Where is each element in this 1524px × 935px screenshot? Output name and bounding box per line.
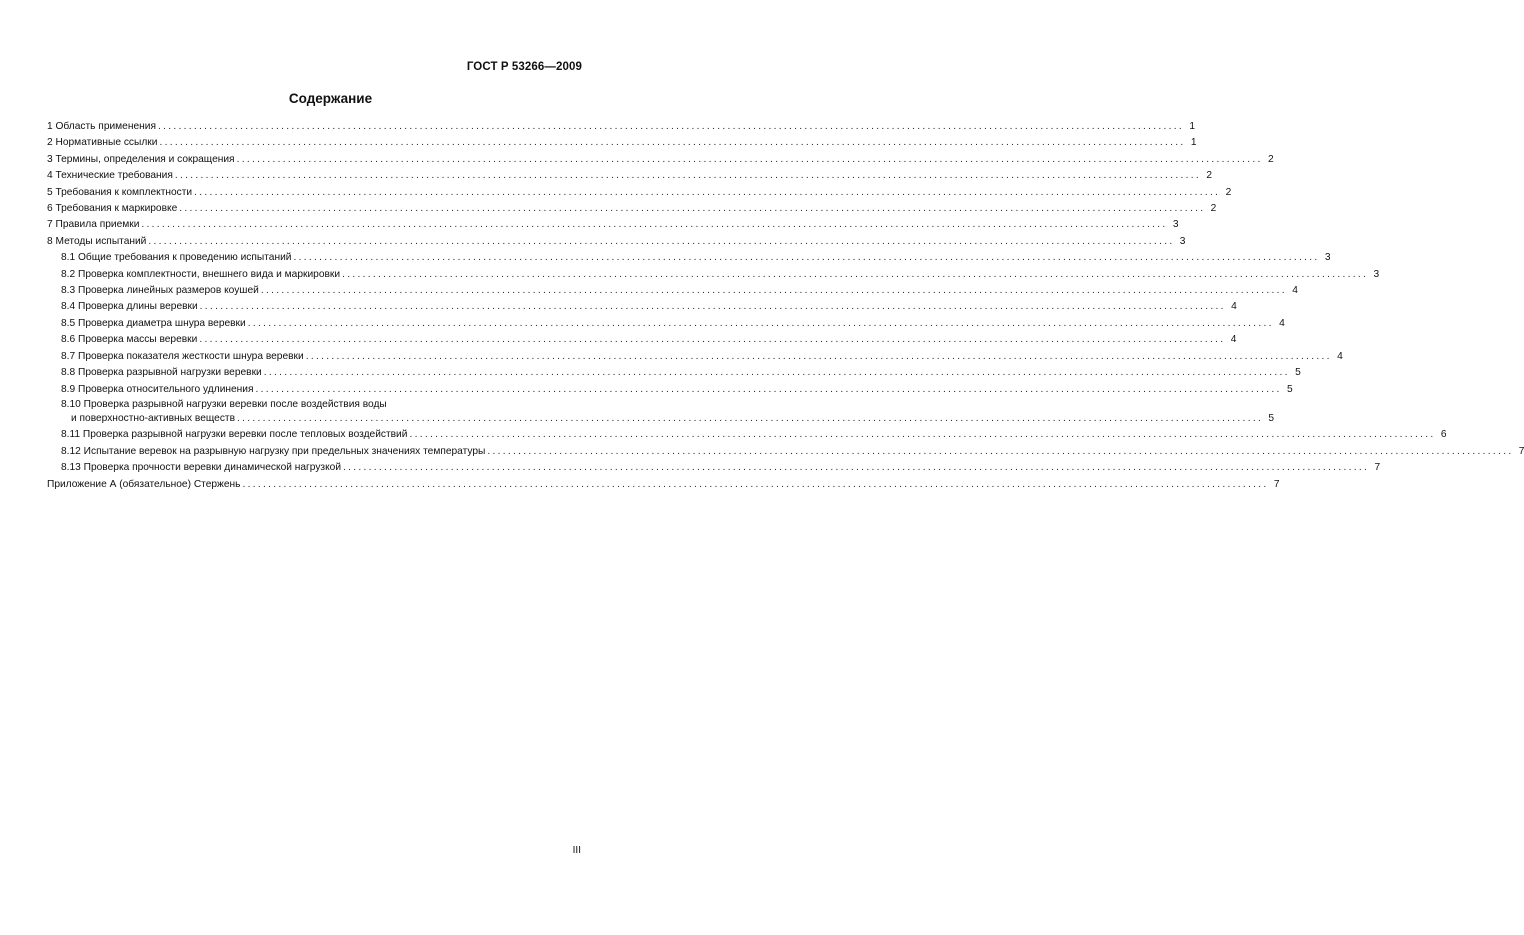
toc-subentry[interactable] <box>47 398 1275 427</box>
toc-entry-page: 3 <box>1324 252 1331 264</box>
toc-entry-page: 5 <box>1286 383 1293 395</box>
toc-entry-page: 4 <box>1292 285 1298 297</box>
toc-entry-page: 1 <box>1190 137 1197 149</box>
leader-dots: ........................................................................................................................................................................................................ <box>260 285 1287 297</box>
toc-entry-label: 8.7 Проверка показателя жесткости шнура веревки <box>61 350 304 362</box>
toc-entry-label: Приложение А (обязательное) Стержень <box>47 478 241 490</box>
toc-entry-page: 3 <box>1373 268 1380 280</box>
toc-subentry[interactable] <box>47 444 1524 460</box>
toc-entry[interactable] <box>47 185 1232 201</box>
table-of-contents <box>47 119 1524 493</box>
toc-entry-page: 5 <box>1268 412 1275 424</box>
leader-dots: ........................................................................................................................................................................................................ <box>148 235 1175 247</box>
toc-entry-page: 4 <box>1231 301 1237 313</box>
toc-entry-label: 8.12 Испытание веревок на разрывную нагрузку при предельных значениях температуры <box>61 445 486 457</box>
toc-entry-page: 2 <box>1210 203 1217 215</box>
toc-subentry[interactable] <box>47 427 1447 443</box>
toc-entry-page: 2 <box>1225 186 1232 198</box>
toc-entry[interactable] <box>47 152 1274 168</box>
toc-entry-label: 8.8 Проверка разрывной нагрузки веревки <box>61 367 262 379</box>
toc-entry-continuation <box>61 411 1275 427</box>
leader-dots: ........................................................................................................................................................................................................ <box>293 252 1320 264</box>
toc-entry-page: 7 <box>1273 478 1280 490</box>
leader-dots: ........................................................................................................................................................................................................ <box>157 121 1185 132</box>
toc-subentry[interactable] <box>47 316 1285 332</box>
toc-subentry[interactable] <box>47 382 1293 398</box>
toc-subentry[interactable] <box>47 299 1237 315</box>
toc-entry-label: 8.4 Проверка длины веревки <box>61 301 198 313</box>
toc-entry-page: 4 <box>1337 350 1343 362</box>
toc-entry-page: 5 <box>1295 367 1301 379</box>
toc-entry-page: 3 <box>1172 219 1179 231</box>
leader-dots: ........................................................................................................................................................................................................ <box>305 350 1332 362</box>
toc-entry-label: 8.13 Проверка прочности веревки динамической нагрузкой <box>61 462 342 474</box>
toc-entry-label: 5 Требования к комплектности <box>47 186 193 198</box>
leader-dots: ........................................................................................................................................................................................................ <box>159 137 1186 149</box>
toc-entry-label: 8.11 Проверка разрывной нагрузки веревки после тепловых воздействий <box>61 429 408 441</box>
leader-dots: ........................................................................................................................................................................................................ <box>236 153 1263 165</box>
toc-entry[interactable] <box>47 119 1196 135</box>
toc-entry-label: 4 Технические требования <box>47 170 173 182</box>
toc-entry[interactable] <box>47 201 1217 217</box>
toc-entry[interactable] <box>47 135 1197 151</box>
toc-entry-label: 8.5 Проверка диаметра шнура веревки <box>61 317 246 329</box>
toc-entry-page: 2 <box>1268 153 1274 165</box>
leader-dots: ........................................................................................................................................................................................................ <box>199 301 1226 313</box>
toc-entry-label: 8 Методы испытаний <box>47 235 147 247</box>
toc-entry-page: 7 <box>1374 462 1381 474</box>
leader-dots: ........................................................................................................................................................................................................ <box>247 317 1274 329</box>
toc-entry-label: 8.6 Проверка массы веревки <box>61 334 198 346</box>
leader-dots: ........................................................................................................................................................................................................ <box>263 367 1290 379</box>
toc-entry-label: 8.3 Проверка линейных размеров коушей <box>61 285 259 297</box>
toc-entry[interactable] <box>47 234 1186 250</box>
toc-subentry[interactable] <box>47 460 1381 476</box>
toc-entry-label: 8.2 Проверка комплектности, внешнего вида и маркировки <box>61 268 341 280</box>
toc-subentry[interactable] <box>47 267 1380 283</box>
leader-dots: ........................................................................................................................................................................................................ <box>487 445 1514 457</box>
leader-dots: ........................................................................................................................................................................................................ <box>179 203 1206 215</box>
toc-entry-page: 2 <box>1206 170 1212 182</box>
leader-dots: ........................................................................................................................................................................................................ <box>409 429 1436 441</box>
leader-dots: ........................................................................................................................................................................................................ <box>199 334 1226 346</box>
toc-subentry[interactable] <box>47 365 1301 381</box>
leader-dots: ........................................................................................................................................................................................................ <box>242 478 1269 490</box>
toc-entry[interactable] <box>47 477 1280 493</box>
leader-dots: ........................................................................................................................................................................................................ <box>237 412 1264 424</box>
toc-entry-page: 4 <box>1279 317 1285 329</box>
toc-entry-label: 8.10 Проверка разрывной нагрузки веревки после воздействия воды <box>61 398 387 410</box>
toc-entry-page: 6 <box>1440 429 1447 441</box>
toc-entry-label: 3 Термины, определения и сокращения <box>47 153 235 165</box>
leader-dots: ........................................................................................................................................................................................................ <box>342 268 1369 280</box>
document-code: ГОСТ Р 53266—2009 <box>466 61 582 73</box>
toc-entry-label: 7 Правила приемки <box>47 219 140 231</box>
page-title: Содержание <box>288 91 373 106</box>
leader-dots: ........................................................................................................................................................................................................ <box>255 383 1282 395</box>
toc-entry-label: 8.1 Общие требования к проведению испытаний <box>61 252 292 264</box>
toc-entry-page: 1 <box>1189 121 1196 132</box>
toc-entry-label: 1 Область применения <box>47 121 156 132</box>
toc-entry-label: 2 Нормативные ссылки <box>47 137 158 149</box>
toc-entry-label: 6 Требования к маркировке <box>47 203 178 215</box>
toc-entry-page: 3 <box>1179 235 1186 247</box>
leader-dots: ........................................................................................................................................................................................................ <box>194 186 1221 198</box>
toc-subentry[interactable] <box>47 349 1343 365</box>
toc-entry-label-cont: и поверхностно-активных веществ <box>71 412 235 424</box>
toc-entry[interactable] <box>47 217 1179 233</box>
toc-entry[interactable] <box>47 168 1212 184</box>
page-number: III <box>572 845 581 856</box>
toc-subentry[interactable] <box>47 332 1237 348</box>
leader-dots: ........................................................................................................................................................................................................ <box>174 170 1201 182</box>
leader-dots: ........................................................................................................................................................................................................ <box>141 219 1168 231</box>
toc-entry-page: 4 <box>1230 334 1237 346</box>
toc-entry-page: 7 <box>1518 445 1524 457</box>
toc-entry-label: 8.9 Проверка относительного удлинения <box>61 383 254 395</box>
leader-dots: ........................................................................................................................................................................................................ <box>343 462 1370 474</box>
toc-subentry[interactable] <box>47 283 1298 299</box>
toc-subentry[interactable] <box>47 250 1331 266</box>
